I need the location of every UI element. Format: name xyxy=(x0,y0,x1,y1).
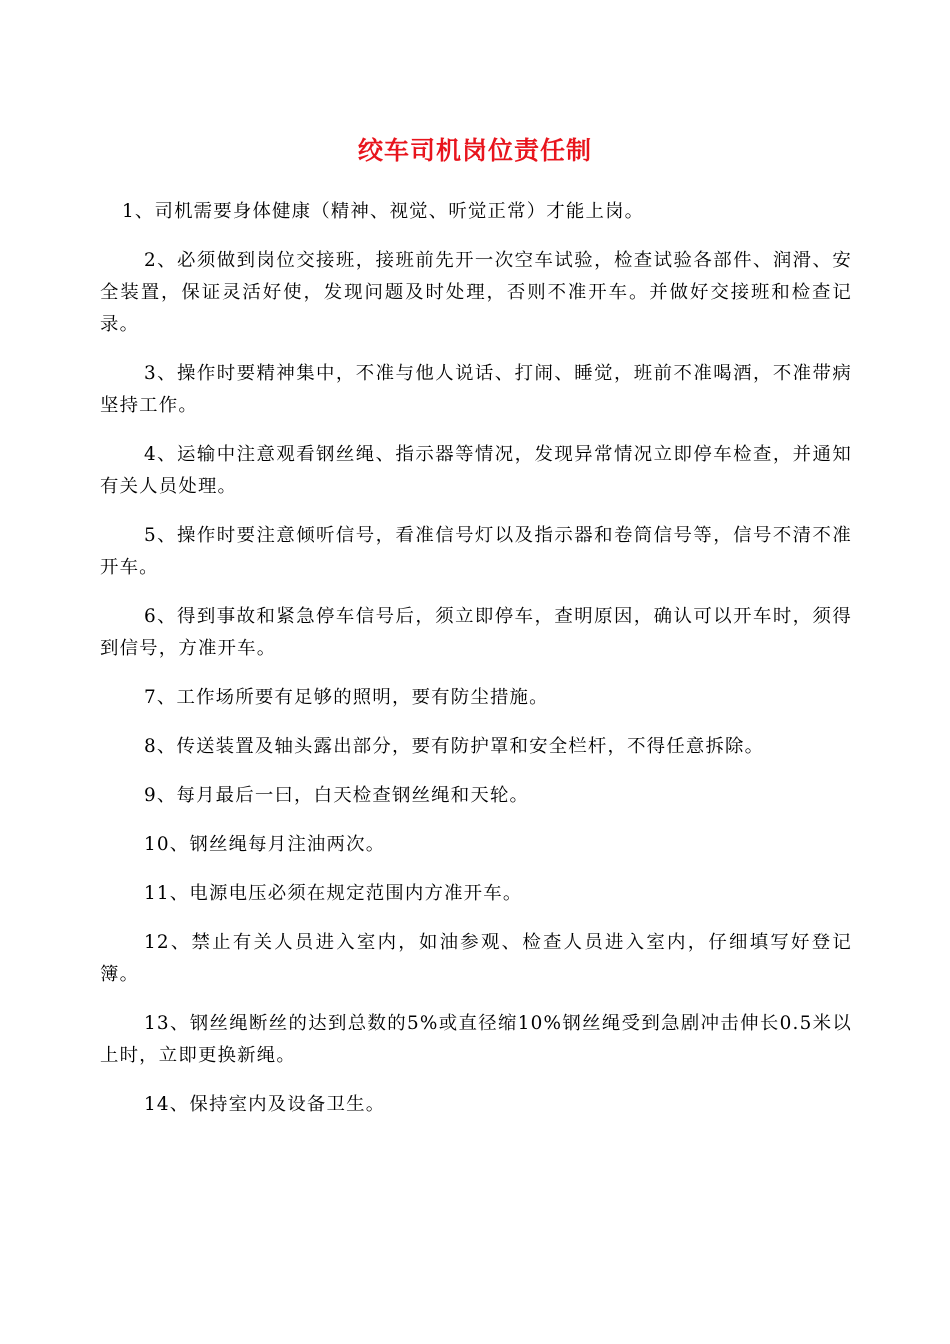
list-item: 2、必须做到岗位交接班，接班前先开一次空车试验，检查试验各部件、润滑、安全装置，保证灵活好使，发现问题及时处理，否则不准开车。并做好交接班和检查记录。 xyxy=(100,250,852,335)
list-item: 11、电源电压必须在规定范围内方准开车。 xyxy=(144,883,523,904)
list-item: 5、操作时要注意倾听信号，看准信号灯以及指示器和卷筒信号等，信号不清不准开车。 xyxy=(100,525,852,578)
document-title: 绞车司机岗位责任制 xyxy=(357,136,592,165)
list-item: 6、得到事故和紧急停车信号后，须立即停车，查明原因，确认可以开车时，须得到信号，方准开车。 xyxy=(100,606,852,659)
list-item: 4、运输中注意观看钢丝绳、指示器等情况，发现异常情况立即停车检查，并通知有关人员处理。 xyxy=(100,444,852,497)
list-item: 7、工作场所要有足够的照明，要有防尘措施。 xyxy=(144,687,549,708)
list-item: 10、钢丝绳每月注油两次。 xyxy=(144,834,386,855)
list-item: 12、禁止有关人员进入室内，如油参观、检查人员进入室内，仔细填写好登记簿。 xyxy=(100,932,852,985)
list-item: 13、钢丝绳断丝的达到总数的5%或直径缩10%钢丝绳受到急剧冲击伸长0.5米以上时，立即更换新绳。 xyxy=(100,1013,852,1066)
list-item: 14、保持室内及设备卫生。 xyxy=(144,1094,386,1115)
document-body xyxy=(100,196,852,1138)
list-item: 3、操作时要精神集中，不准与他人说话、打闹、睡觉，班前不准喝酒，不准带病坚持工作。 xyxy=(100,363,852,416)
list-item: 1、司机需要身体健康（精神、视觉、听觉正常）才能上岗。 xyxy=(122,201,645,222)
list-item: 8、传送装置及轴头露出部分，要有防护罩和安全栏杆，不得任意拆除。 xyxy=(144,736,765,757)
list-item: 9、每月最后一曰，白天检查钢丝绳和天轮。 xyxy=(144,785,530,806)
